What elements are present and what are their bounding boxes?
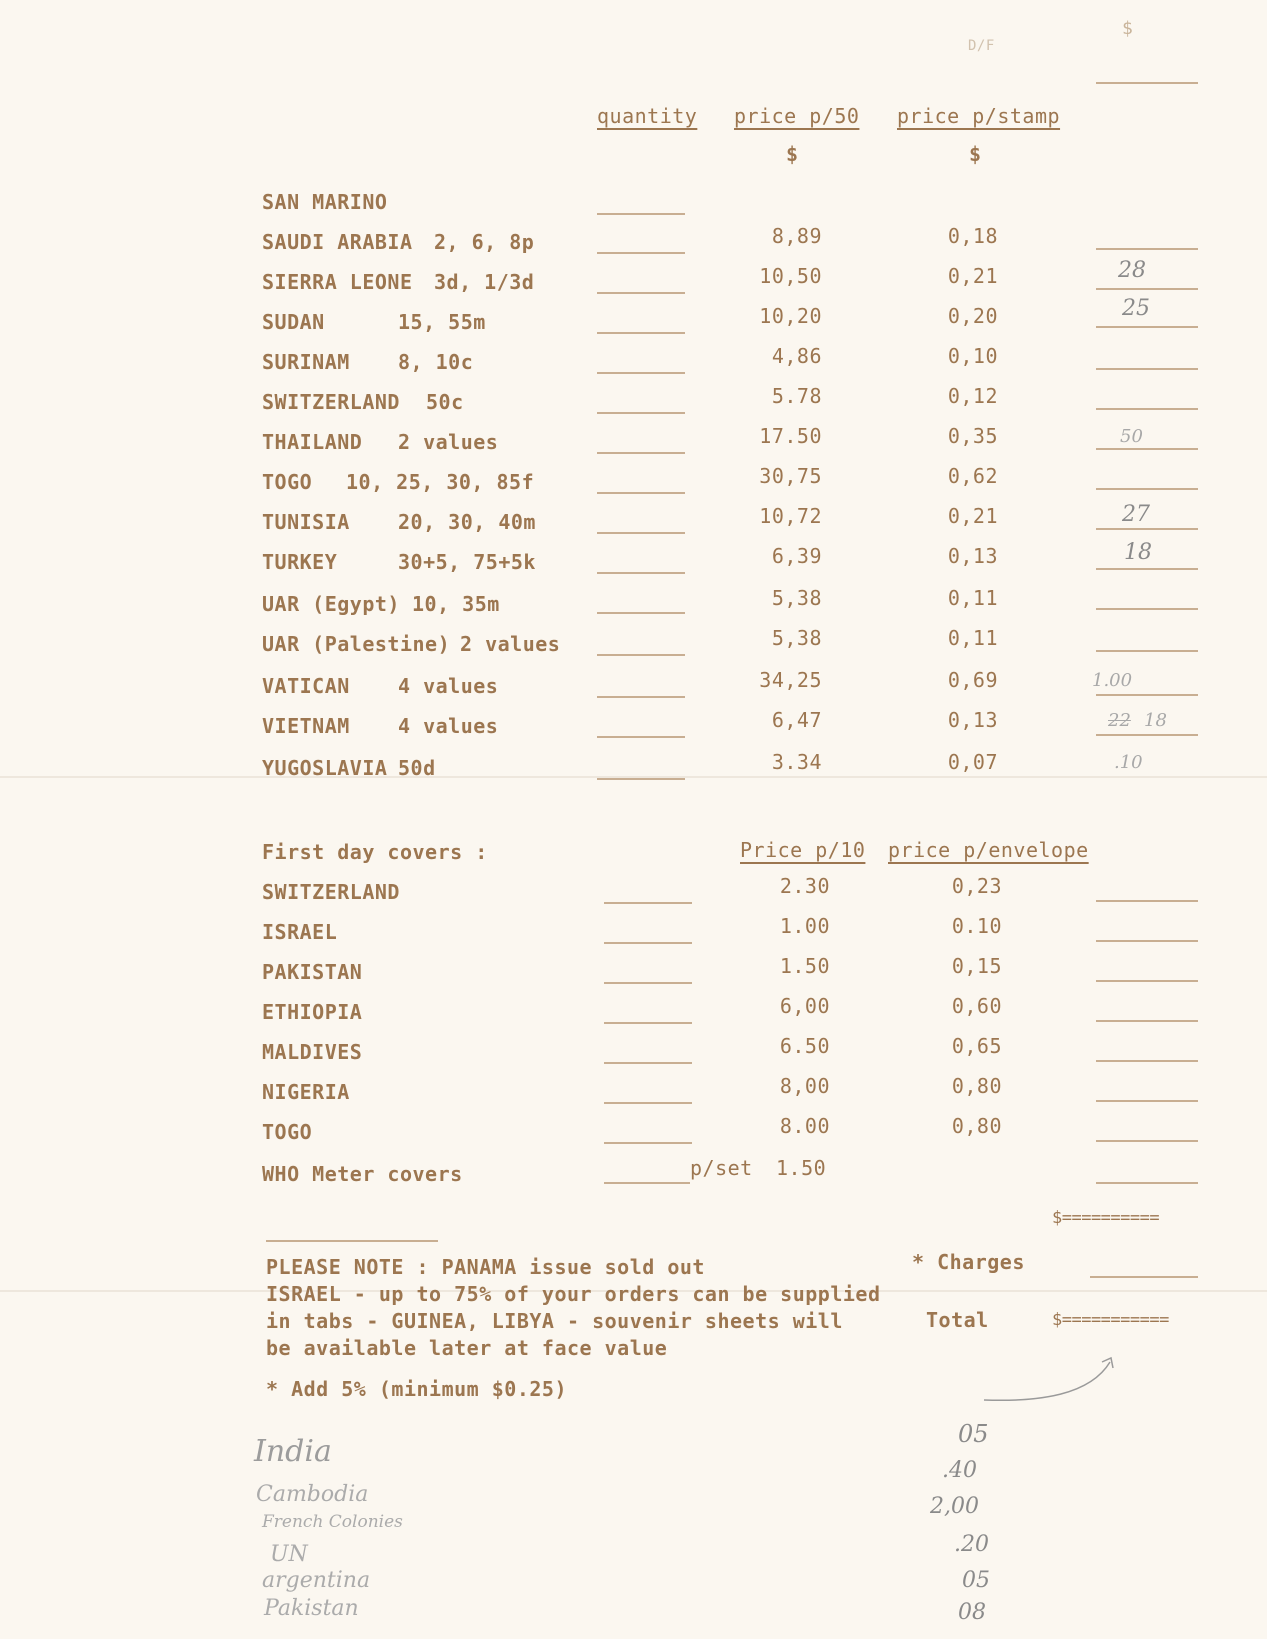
amount-blank[interactable] (1096, 694, 1198, 696)
price-per-stamp: 0,21 (947, 504, 998, 528)
price-per-10: 2.30 (779, 874, 830, 898)
fdc-country: NIGERIA (262, 1080, 350, 1104)
price-per-envelope: 0,15 (951, 954, 1002, 978)
total-value-line: $=========== (1052, 1310, 1169, 1330)
note-line-1: PLEASE NOTE : PANAMA issue sold out (266, 1255, 705, 1279)
header-price-per-envelope: price p/envelope (888, 838, 1089, 862)
quantity-blank[interactable] (604, 982, 692, 984)
quantity-blank[interactable] (597, 292, 685, 294)
per-set-label: p/set (690, 1156, 753, 1180)
handwritten-value: 08 (958, 1600, 986, 1625)
fdc-country: MALDIVES (262, 1040, 363, 1064)
handwritten-note: 50 (1120, 426, 1143, 447)
amount-blank[interactable] (1096, 1060, 1198, 1062)
amount-blank[interactable] (1096, 650, 1198, 652)
price-per-10: 8,00 (779, 1074, 830, 1098)
note-line-4: be available later at face value (266, 1336, 668, 1360)
price-per-envelope: 0,60 (951, 994, 1002, 1018)
stamp-country: VATICAN (262, 674, 350, 698)
price-per-50: 6,39 (771, 544, 822, 568)
stamp-values: 4 values (398, 714, 499, 738)
note-line-5: * Add 5% (minimum $0.25) (266, 1377, 567, 1401)
total-label: Total (926, 1308, 989, 1332)
notes-separator (266, 1240, 438, 1242)
handwritten-name: Cambodia (256, 1482, 369, 1507)
stamp-values: 4 values (398, 674, 499, 698)
corner-initials: D/F (968, 38, 995, 54)
stamp-values: 2 values (398, 430, 499, 454)
quantity-blank[interactable] (604, 1182, 690, 1184)
quantity-blank[interactable] (604, 1142, 692, 1144)
price-per-50: 8,89 (771, 224, 822, 248)
price-per-10: 6,00 (779, 994, 830, 1018)
stamp-values: 3d, 1/3d (434, 270, 535, 294)
handwritten-note: 28 (1118, 258, 1146, 283)
price-per-50: 10,72 (759, 504, 822, 528)
price-per-50: 6,47 (771, 708, 822, 732)
stamp-country: THAILAND (262, 430, 363, 454)
handwritten-name: India (254, 1434, 332, 1469)
quantity-blank[interactable] (597, 532, 685, 534)
price-per-stamp: 0,69 (947, 668, 998, 692)
stamp-country: UAR (Palestine) (262, 632, 451, 656)
price-per-stamp: 0,13 (947, 544, 998, 568)
handwritten-name: Pakistan (264, 1596, 359, 1621)
handwritten-note: 25 (1122, 296, 1150, 321)
handwritten-struck-note: 22 (1108, 710, 1131, 731)
stamp-country: YUGOSLAVIA (262, 756, 388, 780)
amount-blank[interactable] (1096, 940, 1198, 942)
fdc-country: TOGO (262, 1120, 313, 1144)
handwritten-value: 2,00 (930, 1494, 979, 1519)
price-per-stamp: 0,10 (947, 344, 998, 368)
handwritten-note: 18 (1124, 540, 1152, 565)
price-per-stamp: 0,62 (947, 464, 998, 488)
amount-blank[interactable] (1096, 980, 1198, 982)
price-per-50: 34,25 (759, 668, 822, 692)
amount-blank[interactable] (1096, 1020, 1198, 1022)
stamp-values: 2 values (460, 632, 561, 656)
stamp-country: SURINAM (262, 350, 350, 374)
price-per-50: 10,20 (759, 304, 822, 328)
handwritten-value: .40 (942, 1458, 977, 1483)
stamp-country: SUDAN (262, 310, 325, 334)
handwritten-arrow-icon (980, 1350, 1130, 1410)
amount-blank[interactable] (1096, 528, 1198, 530)
handwritten-note: 27 (1122, 502, 1150, 527)
who-meter-price: 1.50 (776, 1156, 827, 1180)
quantity-blank[interactable] (597, 213, 685, 215)
quantity-blank[interactable] (604, 1102, 692, 1104)
subtotal-line: $========== (1052, 1208, 1160, 1228)
price-per-stamp: 0,18 (947, 224, 998, 248)
price-per-stamp: 0,11 (947, 626, 998, 650)
header-price-per-10: Price p/10 (740, 838, 866, 862)
handwritten-value: .20 (954, 1532, 989, 1557)
quantity-blank[interactable] (604, 942, 692, 944)
quantity-blank[interactable] (597, 452, 685, 454)
stamp-values: 2, 6, 8p (434, 230, 535, 254)
price-per-envelope: 0,80 (951, 1074, 1002, 1098)
quantity-blank[interactable] (604, 1022, 692, 1024)
amount-blank[interactable] (1096, 1140, 1198, 1142)
amount-blank[interactable] (1096, 326, 1198, 328)
price-per-stamp: 0,12 (947, 384, 998, 408)
header-currency-stamp: $ (969, 142, 982, 166)
stamp-country: SIERRA LEONE (262, 270, 413, 294)
fdc-country: SWITZERLAND (262, 880, 400, 904)
fdc-country: ISRAEL (262, 920, 338, 944)
charges-label: * Charges (912, 1250, 1025, 1274)
stamp-values: 20, 30, 40m (398, 510, 536, 534)
handwritten-name: argentina (262, 1568, 371, 1593)
amount-blank[interactable] (1096, 488, 1198, 490)
price-per-50: 5.78 (771, 384, 822, 408)
fdc-country: PAKISTAN (262, 960, 363, 984)
amount-blank[interactable] (1096, 900, 1198, 902)
handwritten-value: 05 (962, 1568, 990, 1593)
price-per-10: 1.50 (779, 954, 830, 978)
handwritten-note: 1.00 (1092, 670, 1133, 691)
amount-blank[interactable] (1096, 568, 1198, 570)
quantity-blank[interactable] (597, 654, 685, 656)
quantity-blank[interactable] (604, 1062, 692, 1064)
stamp-country: SAUDI ARABIA (262, 230, 413, 254)
amount-blank[interactable] (1096, 368, 1198, 370)
price-per-stamp: 0,07 (947, 750, 998, 774)
quantity-blank[interactable] (597, 252, 685, 254)
corner-dollar-mark: $ (1122, 18, 1134, 39)
price-per-10: 6.50 (779, 1034, 830, 1058)
price-per-10: 8.00 (779, 1114, 830, 1138)
quantity-blank[interactable] (597, 332, 685, 334)
stamp-values: 10, 35m (412, 592, 500, 616)
fdc-title: First day covers : (262, 840, 488, 864)
quantity-blank[interactable] (604, 902, 692, 904)
stamp-country: TUNISIA (262, 510, 350, 534)
amount-blank[interactable] (1096, 1100, 1198, 1102)
quantity-blank[interactable] (597, 492, 685, 494)
stamp-values: 15, 55m (398, 310, 486, 334)
stamp-values: 10, 25, 30, 85f (346, 470, 535, 494)
stamp-country: TOGO (262, 470, 313, 494)
header-quantity: quantity (597, 104, 698, 128)
note-line-3: in tabs - GUINEA, LIBYA - souvenir sheets will (266, 1309, 843, 1333)
price-per-stamp: 0,21 (947, 264, 998, 288)
stamp-country: SWITZERLAND (262, 390, 400, 414)
quantity-blank[interactable] (597, 736, 685, 738)
quantity-blank[interactable] (597, 696, 685, 698)
price-per-envelope: 0,65 (951, 1034, 1002, 1058)
stamp-values: 30+5, 75+5k (398, 550, 536, 574)
quantity-blank[interactable] (597, 612, 685, 614)
handwritten-value: 05 (958, 1420, 989, 1448)
price-per-envelope: 0.10 (951, 914, 1002, 938)
price-per-stamp: 0,11 (947, 586, 998, 610)
stamp-country: SAN MARINO (262, 190, 388, 214)
amount-blank[interactable] (1096, 248, 1198, 250)
header-currency-50: $ (786, 142, 799, 166)
handwritten-name: French Colonies (262, 1512, 403, 1532)
who-meter-label: WHO Meter covers (262, 1162, 463, 1186)
note-line-2: ISRAEL - up to 75% of your orders can be supplied (266, 1282, 881, 1306)
amount-blank[interactable] (1096, 1182, 1198, 1184)
price-per-50: 4,86 (771, 344, 822, 368)
charges-blank[interactable] (1090, 1276, 1198, 1278)
handwritten-note: .10 (1114, 752, 1143, 773)
header-price-per-50: price p/50 (734, 104, 860, 128)
price-per-stamp: 0,20 (947, 304, 998, 328)
amount-blank[interactable] (1096, 408, 1198, 410)
stamp-country: TURKEY (262, 550, 338, 574)
stamp-values: 50d (398, 756, 436, 780)
price-per-envelope: 0,23 (951, 874, 1002, 898)
price-per-50: 17.50 (759, 424, 822, 448)
stamp-country: UAR (Egypt) (262, 592, 400, 616)
stamp-values: 50c (426, 390, 464, 414)
price-per-50: 3.34 (771, 750, 822, 774)
quantity-blank[interactable] (597, 778, 685, 780)
handwritten-name: UN (270, 1542, 308, 1567)
handwritten-note: 18 (1144, 710, 1167, 731)
price-per-50: 30,75 (759, 464, 822, 488)
price-per-50: 5,38 (771, 626, 822, 650)
price-per-50: 10,50 (759, 264, 822, 288)
amount-blank[interactable] (1096, 448, 1198, 450)
price-per-envelope: 0,80 (951, 1114, 1002, 1138)
quantity-blank[interactable] (597, 572, 685, 574)
amount-blank[interactable] (1096, 608, 1198, 610)
stamp-country: VIETNAM (262, 714, 350, 738)
fdc-country: ETHIOPIA (262, 1000, 363, 1024)
stamp-values: 8, 10c (398, 350, 474, 374)
quantity-blank[interactable] (597, 412, 685, 414)
price-per-10: 1.00 (779, 914, 830, 938)
corner-total-line (1096, 82, 1198, 84)
price-per-50: 5,38 (771, 586, 822, 610)
price-per-stamp: 0,13 (947, 708, 998, 732)
quantity-blank[interactable] (597, 372, 685, 374)
price-per-stamp: 0,35 (947, 424, 998, 448)
header-price-per-stamp: price p/stamp (897, 104, 1061, 128)
amount-blank[interactable] (1096, 288, 1198, 290)
amount-blank[interactable] (1096, 734, 1198, 736)
